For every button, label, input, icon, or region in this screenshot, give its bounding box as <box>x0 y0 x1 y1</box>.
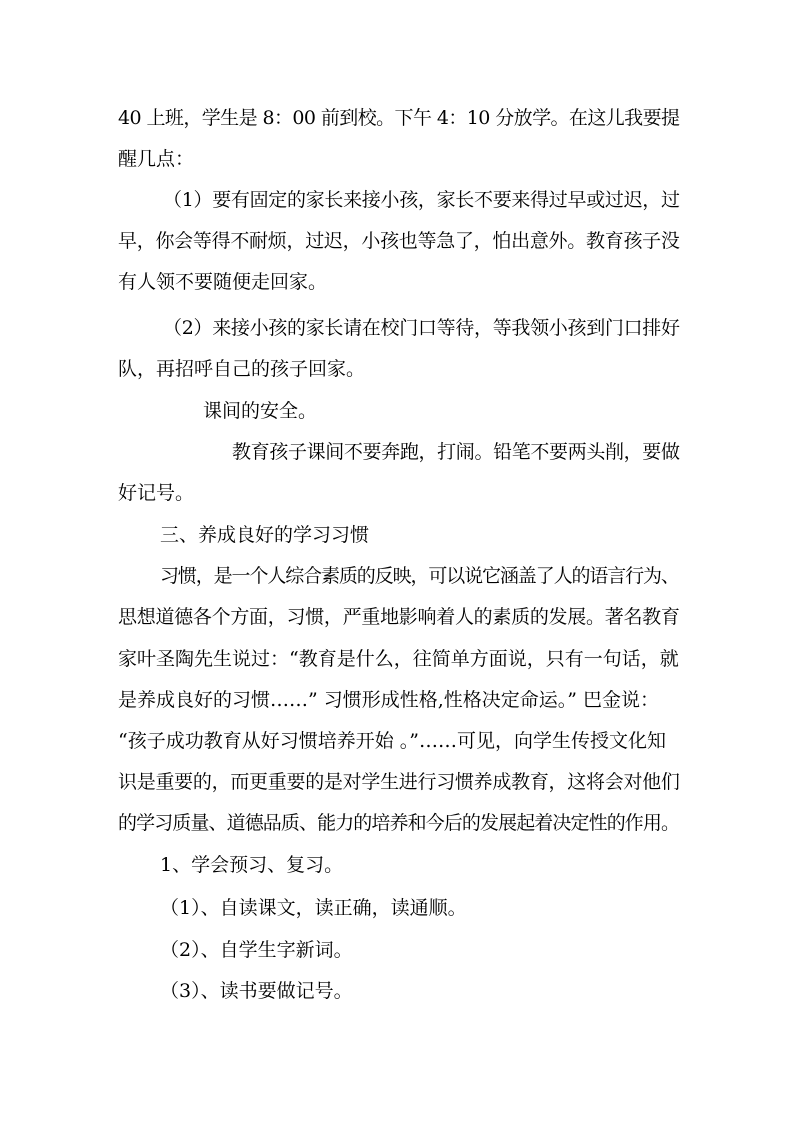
text-line: 家叶圣陶先生说过：“教育是什么，往简单方面说，只有一句话，就 <box>118 648 679 670</box>
list-item: （2）、自学生字新词。 <box>160 939 353 961</box>
text-line: 队，再招呼自己的孩子回家。 <box>118 358 366 380</box>
text-line: 思想道德各个方面，习惯，严重地影响着人的素质的发展。著名教育 <box>118 606 680 628</box>
text-line: 醒几点： <box>118 148 195 170</box>
text-line: 的学习质量、道德品质、能力的培养和今后的发展起着决定性的作用。 <box>118 812 680 834</box>
text-line: 有人领不要随便走回家。 <box>118 271 328 293</box>
text-line: 好记号。 <box>118 482 195 504</box>
text-line: 是养成良好的习惯……” 习惯形成性格,性格决定命运。” 巴金说： <box>118 689 660 711</box>
text-line: 教育孩子课间不要奔跑，打闹。铅笔不要两头削，要做 <box>232 441 680 463</box>
text-line: 早，你会等得不耐烦，过迟，小孩也等急了，怕出意外。教育孩子没 <box>118 230 680 252</box>
text-line: 40 上班，学生是 8：00 前到校。下午 4：10 分放学。在这儿我要提 <box>118 107 680 129</box>
text-line: （2）来接小孩的家长请在校门口等待，等我领小孩到门口排好 <box>163 317 680 339</box>
text-line: “孩子成功教育从好习惯培养开始 。”……可见，向学生传授文化知 <box>118 730 666 752</box>
text-line: 识是重要的，而更重要的是对学生进行习惯养成教育，这将会对他们 <box>118 771 680 793</box>
list-item: （3）、读书要做记号。 <box>160 980 353 1002</box>
text-line: （1）要有固定的家长来接小孩，家长不要来得过早或过迟，过 <box>163 189 680 211</box>
list-item: 1、学会预习、复习。 <box>160 854 344 876</box>
section-heading: 三、养成良好的学习习惯 <box>160 524 370 546</box>
text-line: 课间的安全。 <box>203 400 318 422</box>
text-line: 习惯，是一个人综合素质的反映，可以说它涵盖了人的语言行为、 <box>160 565 679 587</box>
list-item: （1）、自读课文，读正确，读通顺。 <box>160 897 467 919</box>
